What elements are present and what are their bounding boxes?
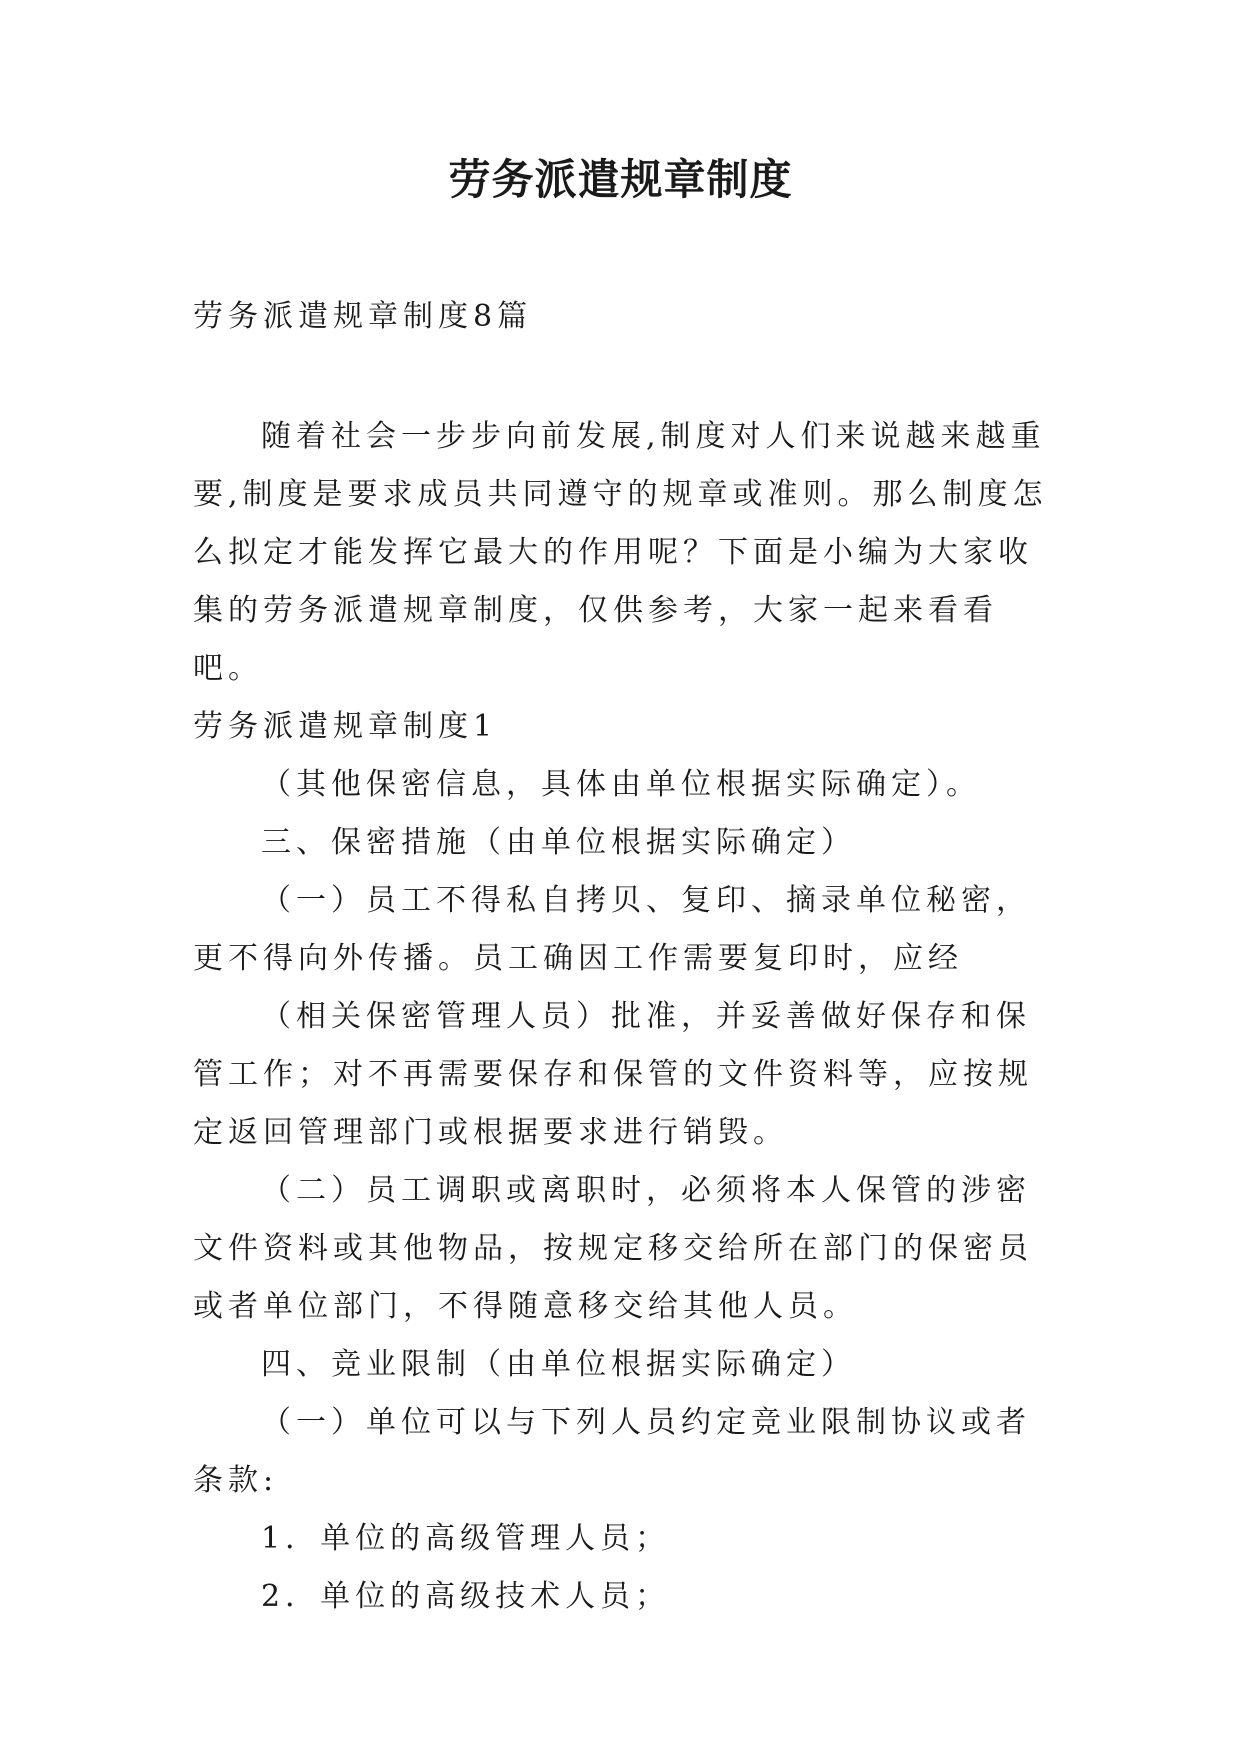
intro-text: 随着社会一步步向前发展,制度对人们来说越来越重要,制度是要求成员共同遵守的规章或准则。那么制度怎么拟定才能发挥它最大的作用呢？下面是小编为大家收集的劳务派遣规章制度，仅供参考，大家一起来看看吧。 bbox=[193, 419, 1048, 686]
subtitle-text: 劳务派遣规章制度8篇 bbox=[193, 299, 533, 334]
paragraph: 三、保密措施（由单位根据实际确定） bbox=[261, 825, 856, 860]
paragraph: （其他保密信息，具体由单位根据实际确定）。 bbox=[261, 767, 981, 802]
section-1 bbox=[193, 698, 1055, 1626]
paragraph: （一）单位可以与下列人员约定竞业限制协议或者条款: bbox=[193, 1405, 1031, 1498]
paragraph: （相关保密管理人员）批准，并妥善做好保存和保管工作；对不再需要保存和保管的文件资料等，应按规定返回管理部门或根据要求进行销毁。 bbox=[193, 999, 1033, 1150]
document-title: 劳务派遣规章制度 bbox=[448, 155, 793, 204]
paragraph: （二）员工调职或离职时，必须将本人保管的涉密文件资料或其他物品，按规定移交给所在部门的保密员或者单位部门，不得随意移交给其他人员。 bbox=[193, 1173, 1033, 1324]
list-item: 1．单位的高级管理人员； bbox=[261, 1521, 671, 1556]
document-subtitle bbox=[193, 288, 1055, 346]
paragraph: 四、竞业限制（由单位根据实际确定） bbox=[261, 1347, 856, 1382]
list-item: 2．单位的高级技术人员； bbox=[261, 1579, 671, 1614]
section-heading: 劳务派遣规章制度1 bbox=[193, 709, 498, 744]
intro-paragraph bbox=[193, 408, 1055, 698]
paragraph: （一）员工不得私自拷贝、复印、摘录单位秘密，更不得向外传播。员工确因工作需要复印时，应经 bbox=[193, 883, 1031, 976]
